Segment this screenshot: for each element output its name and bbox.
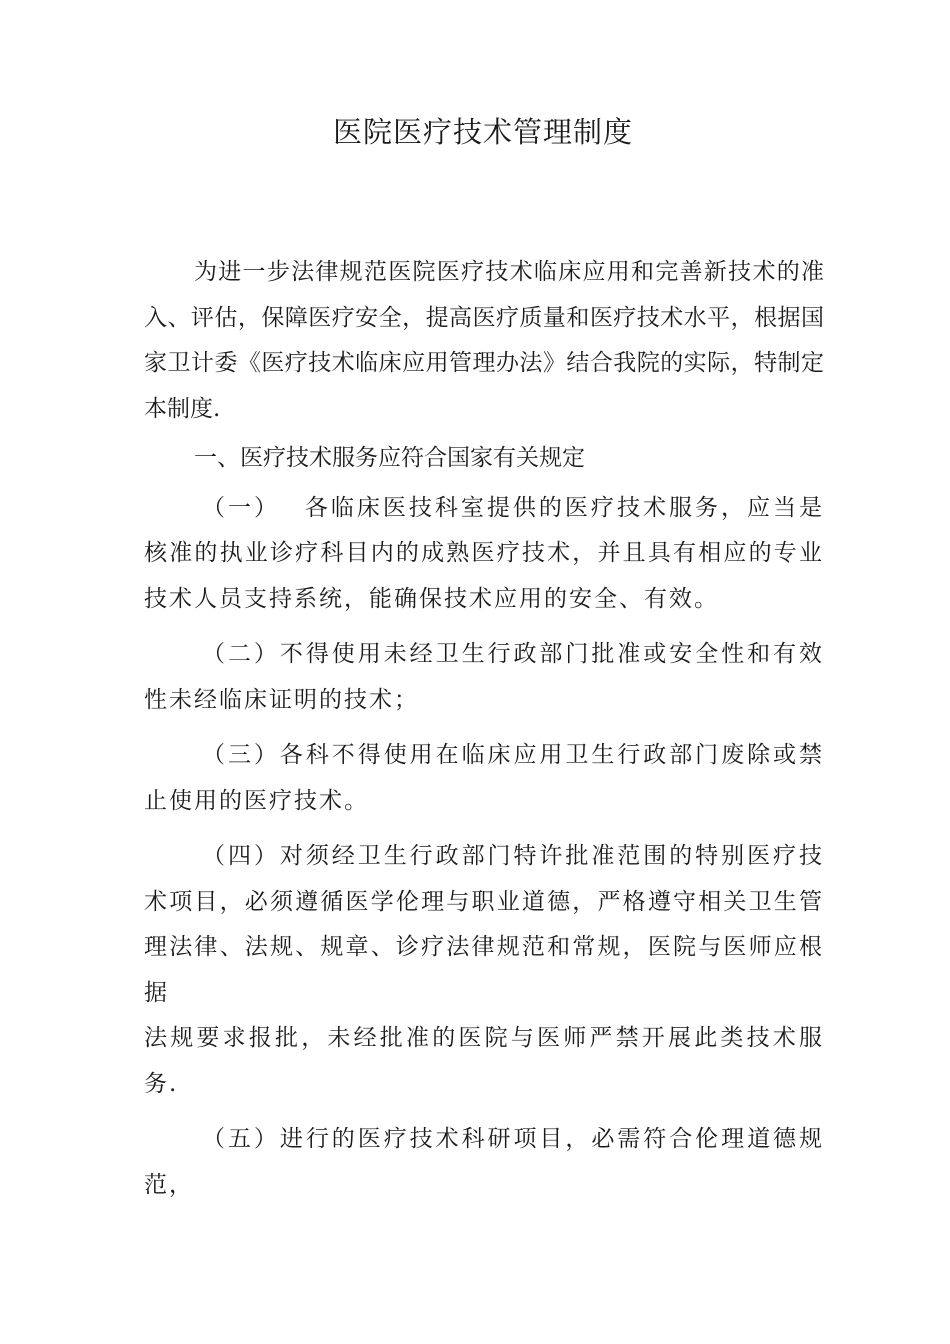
- document-body: [144, 250, 824, 1208]
- document-title: 医院医疗技术管理制度: [332, 115, 633, 149]
- clause-4: （四）对须经卫生行政部门特许批准范围的特别医疗技术项目，必须遵循医学伦理与职业道德，严格遵守相关卫生管理法律、法规、规章、诊疗法律规范和常规，医院与医师应根据: [144, 843, 824, 1006]
- clause-2: （二）不得使用未经卫生行政部门批准或安全性和有效性未经临床证明的技术；: [144, 641, 824, 713]
- clause-3: （三）各科不得使用在临床应用卫生行政部门废除或禁止使用的医疗技术。: [144, 742, 824, 814]
- intro-paragraph: 为进一步法律规范医院医疗技术临床应用和完善新技术的准入、评估，保障医疗安全，提高医疗质量和医疗技术水平，根据国家卫计委《医疗技术临床应用管理办法》结合我院的实际，特制定本制度.: [144, 259, 824, 422]
- clause-1: （一） 各临床医技科室提供的医疗技术服务，应当是核准的执业诊疗科目内的成熟医疗技术，并且具有相应的专业技术人员支持系统，能确保技术应用的安全、有效。: [144, 494, 824, 612]
- section-heading-1: 一、医疗技术服务应符合国家有关规定: [194, 445, 585, 471]
- clause-4-continued: 法规要求报批，未经批准的医院与医师严禁开展此类技术服务.: [144, 1025, 824, 1097]
- clause-5: （五）进行的医疗技术科研项目，必需符合伦理道德规范，: [144, 1126, 824, 1198]
